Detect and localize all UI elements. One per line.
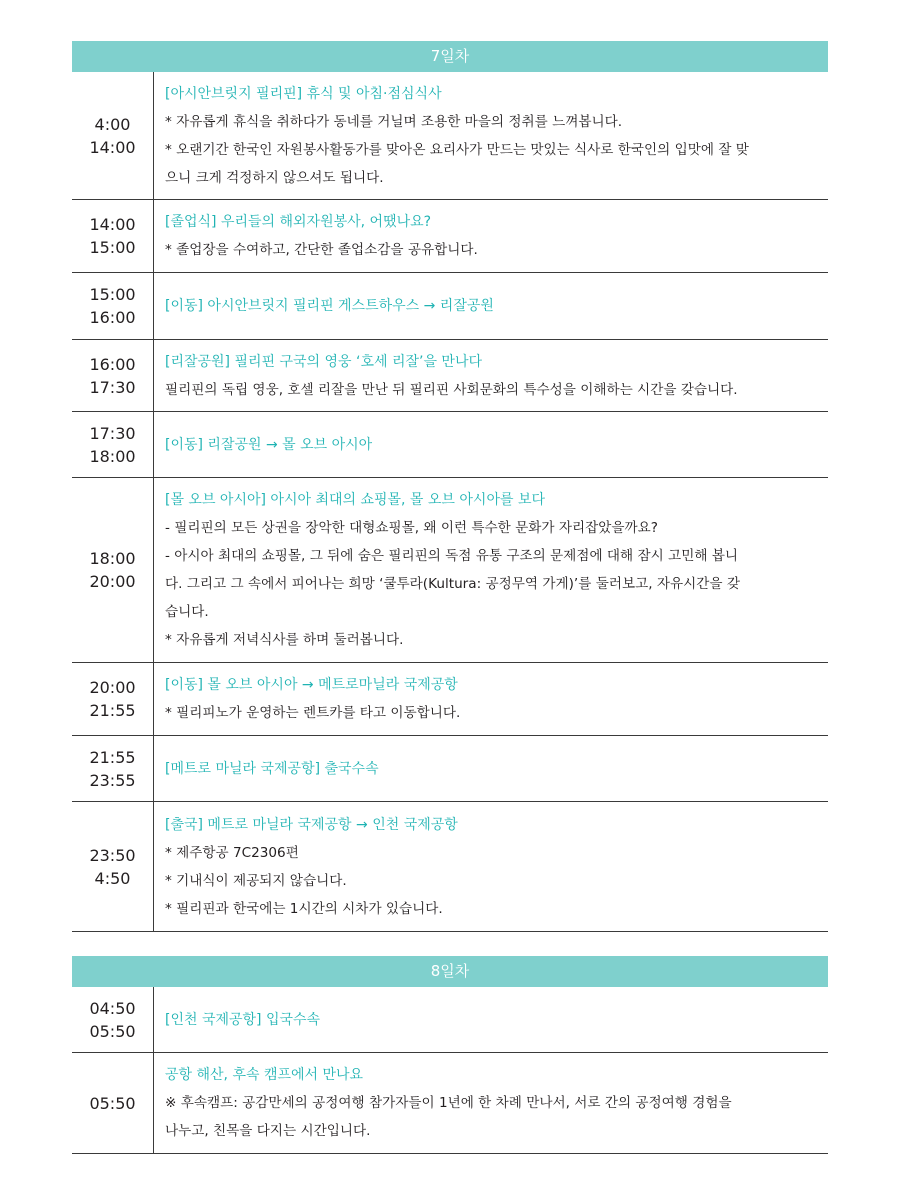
end-time: 15:00 <box>89 238 136 257</box>
end-time: 18:00 <box>89 446 136 466</box>
start-time: 21:55 <box>89 747 136 767</box>
activity-cell <box>154 478 828 662</box>
activity-note: 습니다. <box>165 604 209 620</box>
start-time: 23:50 <box>89 845 136 865</box>
day8-schedule <box>72 956 828 1154</box>
start-time: 05:50 <box>89 1093 136 1113</box>
start-time: 16:00 <box>89 354 136 374</box>
activity-cell <box>154 72 828 199</box>
activity-title: [메트로 마닐라 국제공항] 출국수속 <box>165 760 379 777</box>
start-time: 18:00 <box>89 549 136 568</box>
end-time: 23:55 <box>89 770 136 790</box>
activity-cell <box>154 987 828 1052</box>
activity-cell <box>154 200 828 272</box>
schedule-row <box>72 273 828 340</box>
time-cell <box>72 987 154 1052</box>
activity-note: 다. 그리고 그 속에서 피어나는 희망 ‘쿨투라(Kultura: 공정무역 가게)’를 둘러보고, 자유시간을 갖 <box>165 576 740 592</box>
activity-title: [아시안브릿지 필리핀] 휴식 및 아침·점심식사 <box>165 85 442 102</box>
activity-note: ※ 후속캠프: 공감만세의 공정여행 참가자들이 1년에 한 차례 만나서, 서로 간의 공정여행 경험을 <box>165 1095 732 1111</box>
activity-note: - 필리핀의 모든 상권을 장악한 대형쇼핑몰, 왜 이런 특수한 문화가 자리잡았을까요? <box>165 520 658 536</box>
activity-title: [이동] 아시안브릿지 필리핀 게스트하우스 → 리잘공원 <box>165 298 494 314</box>
start-time: 20:00 <box>89 678 136 697</box>
time-cell <box>72 273 154 339</box>
activity-cell <box>154 1053 828 1153</box>
schedule-row <box>72 1053 828 1154</box>
activity-cell <box>154 412 828 477</box>
time-cell <box>72 663 154 735</box>
schedule-row <box>72 987 828 1053</box>
end-time: 14:00 <box>89 137 136 157</box>
activity-title: [몰 오브 아시아] 아시아 최대의 쇼핑몰, 몰 오브 아시아를 보다 <box>165 492 546 508</box>
activity-title: [이동] 리잘공원 → 몰 오브 아시아 <box>165 436 373 453</box>
start-time: 14:00 <box>89 215 136 234</box>
activity-cell <box>154 802 828 931</box>
schedule-row <box>72 412 828 478</box>
day8-header: 8일차 <box>72 956 828 987</box>
activity-title: [인천 국제공항] 입국수속 <box>165 1011 321 1028</box>
activity-note: 나누고, 친목을 다지는 시간입니다. <box>165 1123 371 1139</box>
start-time: 15:00 <box>89 285 136 304</box>
day7-header: 7일차 <box>72 41 828 72</box>
end-time: 4:50 <box>94 868 131 888</box>
schedule-row <box>72 802 828 932</box>
activity-note: 필리핀의 독립 영웅, 호셀 리잘을 만난 뒤 필리핀 사회문화의 특수성을 이해하는 시간을 갖습니다. <box>165 381 738 398</box>
activity-title: [이동] 몰 오브 아시아 → 메트로마닐라 국제공항 <box>165 677 458 693</box>
schedule-row <box>72 340 828 412</box>
activity-note: * 자유롭게 저녁식사를 하며 둘러봅니다. <box>165 632 404 648</box>
activity-note: 으니 크게 걱정하지 않으셔도 됩니다. <box>165 169 384 186</box>
activity-cell <box>154 663 828 735</box>
activity-note: * 오랜기간 한국인 자원봉사활동가를 맞아온 요리사가 만드는 맛있는 식사로 한국인의 입맛에 잘 맞 <box>165 141 749 158</box>
schedule-row <box>72 72 828 200</box>
start-time: 4:00 <box>94 114 131 134</box>
time-cell <box>72 340 154 411</box>
activity-cell <box>154 340 828 411</box>
time-cell <box>72 802 154 931</box>
time-cell <box>72 1053 154 1153</box>
end-time: 05:50 <box>89 1021 136 1041</box>
schedule-row <box>72 663 828 736</box>
activity-title: [졸업식] 우리들의 해외자원봉사, 어땠나요? <box>165 214 432 230</box>
activity-title: [리잘공원] 필리핀 구국의 영웅 ‘호세 리잘’을 만나다 <box>165 353 483 370</box>
activity-note: * 졸업장을 수여하고, 간단한 졸업소감을 공유합니다. <box>165 242 478 258</box>
activity-cell <box>154 736 828 801</box>
day7-schedule <box>72 41 828 932</box>
end-time: 21:55 <box>89 701 136 720</box>
activity-note: * 제주항공 7C2306편 <box>165 844 299 861</box>
activity-note: * 기내식이 제공되지 않습니다. <box>165 872 347 889</box>
activity-note: * 자유롭게 휴식을 취하다가 동네를 거닐며 조용한 마을의 정취를 느껴봅니다. <box>165 113 623 130</box>
time-cell <box>72 736 154 801</box>
activity-note: * 필리핀과 한국에는 1시간의 시차가 있습니다. <box>165 900 443 917</box>
end-time: 20:00 <box>89 572 136 591</box>
activity-title: 공항 해산, 후속 캠프에서 만나요 <box>165 1067 364 1083</box>
time-cell <box>72 72 154 199</box>
schedule-row <box>72 736 828 802</box>
time-cell <box>72 412 154 477</box>
time-cell <box>72 478 154 662</box>
end-time: 17:30 <box>89 377 136 397</box>
activity-note: - 아시아 최대의 쇼핑몰, 그 뒤에 숨은 필리핀의 독점 유통 구조의 문제점에 대해 잠시 고민해 봅니 <box>165 548 739 564</box>
start-time: 04:50 <box>89 998 136 1018</box>
activity-note: * 필리피노가 운영하는 렌트카를 타고 이동합니다. <box>165 705 461 721</box>
time-cell <box>72 200 154 272</box>
schedule-row <box>72 200 828 273</box>
start-time: 17:30 <box>89 423 136 443</box>
activity-title: [출국] 메트로 마닐라 국제공항 → 인천 국제공항 <box>165 816 458 833</box>
schedule-row <box>72 478 828 663</box>
activity-cell <box>154 273 828 339</box>
end-time: 16:00 <box>89 308 136 327</box>
